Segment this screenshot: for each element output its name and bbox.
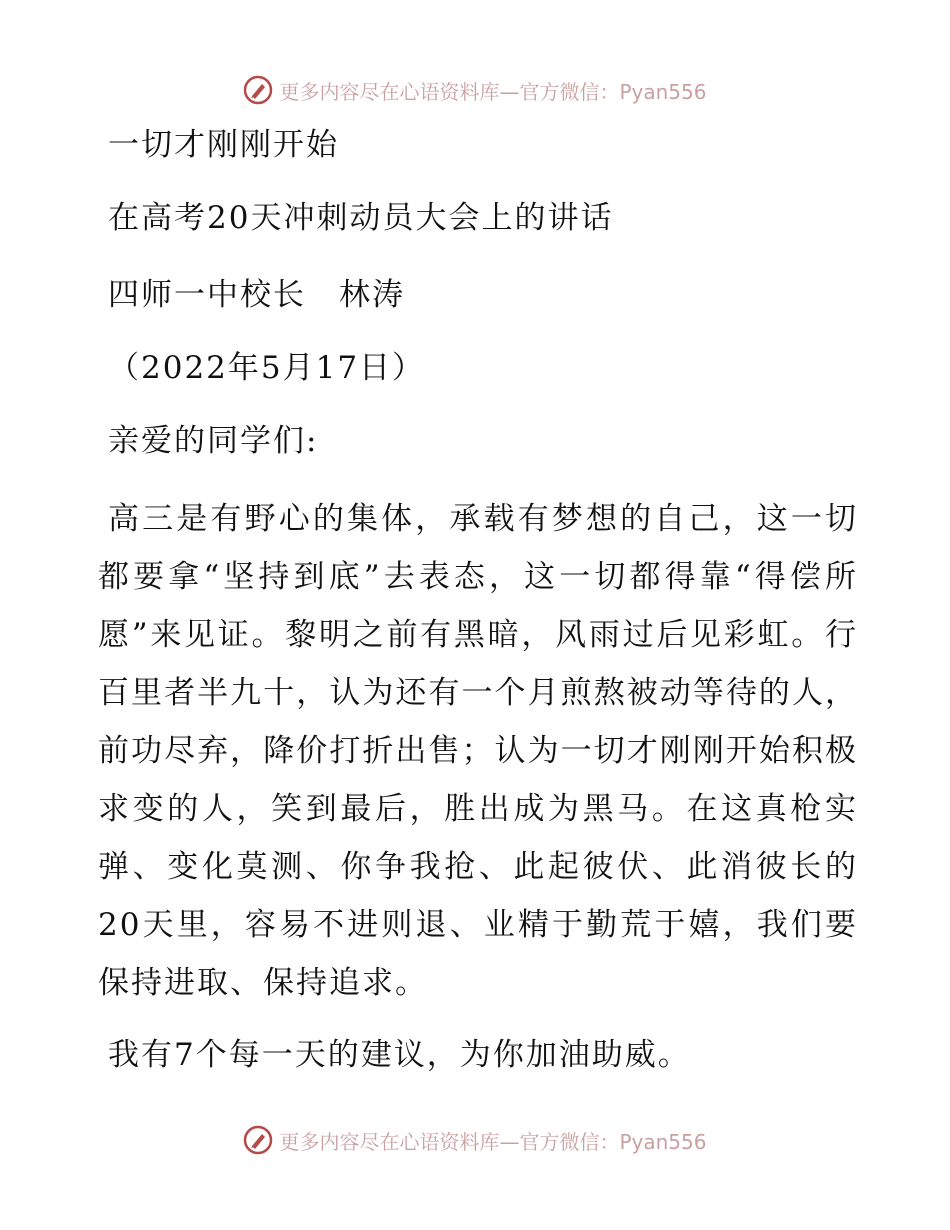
document-subtitle: 在高考20天冲刺动员大会上的讲话 [108, 200, 614, 236]
document-author: 四师一中校长 林涛 [108, 277, 405, 313]
watermark-text: 更多内容尽在心语资料库—官方微信：Pyan556 [279, 79, 707, 104]
watermark-banner-bottom [0, 1120, 950, 1160]
watermark-text: 更多内容尽在心语资料库—官方微信：Pyan556 [279, 1129, 707, 1154]
pen-logo-icon [243, 75, 273, 105]
pen-logo-icon [243, 1125, 273, 1155]
watermark-banner-top [0, 70, 950, 110]
document-greeting: 亲爱的同学们: [108, 423, 319, 459]
body-paragraph-1: 高三是有野心的集体，承载有梦想的自己，这一切都要拿“坚持到底”去表态，这一切都得靠“得偿所愿”来见证。黎明之前有黑暗，风雨过后见彩虹。行百里者半九十，认为还有一个月煎熬被动等待的人，前功尽弃，降价打折出售；认为一切才刚刚开始积极求变的人，笑到最后，胜出成为黑马。在这真枪实弹、变化莫测、你争我抢、此起彼伏、此消彼长的20天里，容易不进则退、业精于勤荒于嬉，我们要保持进取、保持追求。 [98, 501, 858, 1001]
document-title: 一切才刚刚开始 [108, 127, 339, 163]
body-paragraph-2: 我有7个每一天的建议，为你加油助威。 [108, 1037, 691, 1073]
document-date: （2022年5月17日） [108, 350, 426, 386]
